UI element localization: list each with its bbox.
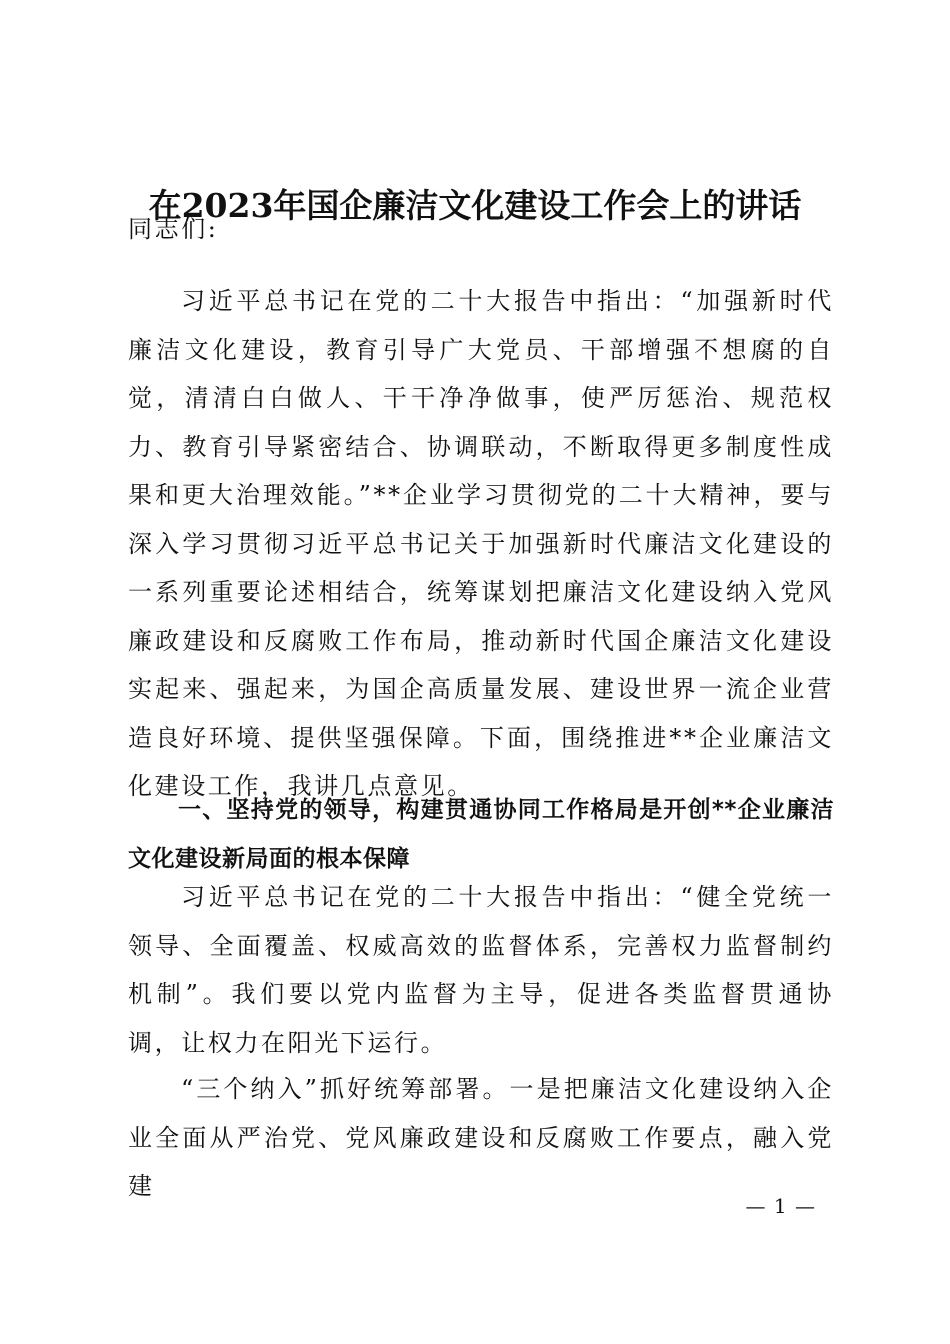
intro-paragraph: 习近平总书记在党的二十大报告中指出：“加强新时代廉洁文化建设，教育引导广大党员、干部增强不想腐的自觉，清清白白做人、干干净净做事，使严厉惩治、规范权力、教育引导紧密结合、协调联动，不断取得更多制度性成果和更大治理效能。”**企业学习贯彻党的二十大精神，要与深入学习贯彻习近平总书记关于加强新时代廉洁文化建设的一系列重要论述相结合，统筹谋划把廉洁文化建设纳入党风廉政建设和反腐败工作布局，推动新时代国企廉洁文化建设实起来、强起来，为国企高质量发展、建设世界一流企业营造良好环境、提供坚强保障。下面，围绕推进**企业廉洁文化建设工作，我讲几点意见。	[128, 287, 834, 800]
salutation: 同志们:	[128, 215, 219, 243]
section1-paragraph-1: 习近平总书记在党的二十大报告中指出：“健全党统一领导、全面覆盖、权威高效的监督体系，完善权力监督制约机制”。我们要以党内监督为主导，促进各类监督贯通协调，让权力在阳光下运行。	[128, 883, 834, 1057]
section1-paragraph-2: “三个纳入”抓好统筹部署。一是把廉洁文化建设纳入企业全面从严治党、党风廉政建设和反腐败工作要点，融入党建	[128, 1075, 834, 1200]
section-heading-1: 一、坚持党的领导，构建贯通协同工作格局是开创**企业廉洁文化建设新局面的根本保障	[128, 797, 834, 872]
document-title: 在2023年国企廉洁文化建设工作会上的讲话	[148, 186, 802, 225]
page-number: — 1 —	[745, 1194, 816, 1218]
